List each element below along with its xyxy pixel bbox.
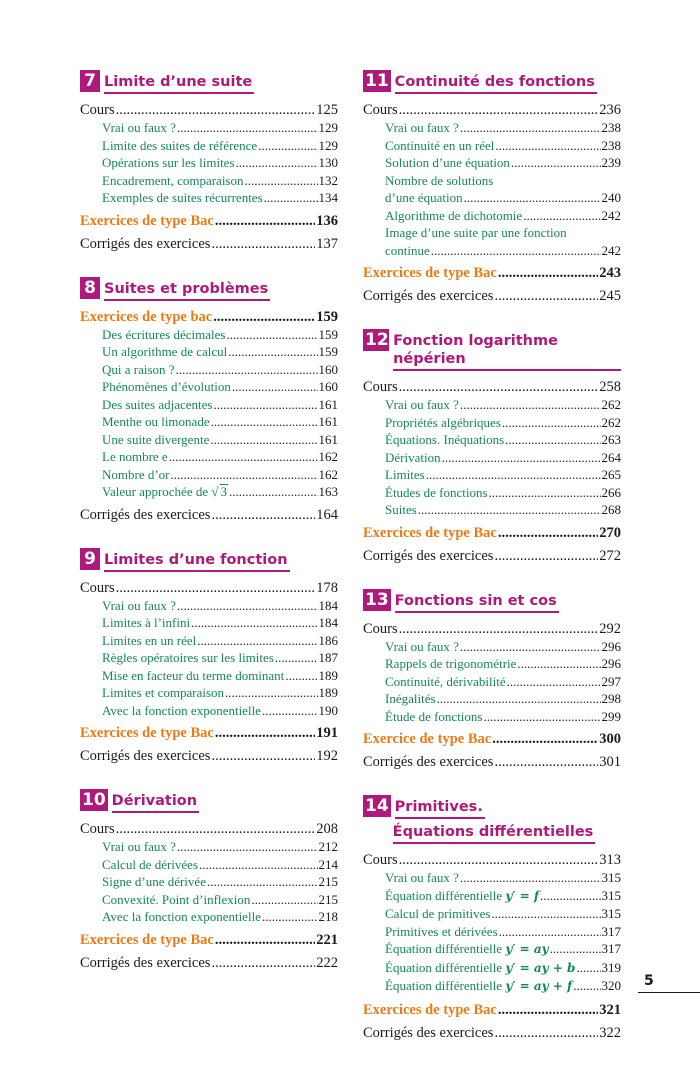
toc-subentry[interactable]: Solution d’une équation ..... 239 [363, 154, 621, 172]
toc-subentry[interactable]: Phénomènes d’évolution ..... 160 [80, 378, 338, 396]
toc-subentry[interactable]: Mise en facteur du terme dominant ..... 189 [80, 667, 338, 685]
chapter-number-badge: 13 [365, 589, 389, 610]
toc-subentry[interactable]: Primitives et dérivées ..... 317 [363, 923, 621, 941]
toc-subentry[interactable]: Vrai ou faux ? ..... 129 [80, 119, 338, 137]
chapter-8 [80, 277, 338, 524]
chapter-title-line1: Primitives. [395, 798, 485, 819]
chapter-title: Fonctions sin et cos [395, 592, 559, 613]
toc-entry-exercises[interactable]: Exercices de type Bac ..... 321 [363, 1002, 621, 1019]
toc-subentry[interactable]: Continuité en un réel ..... 238 [363, 137, 621, 155]
toc-subentry[interactable]: Limite des suites de référence ..... 129 [80, 137, 338, 155]
chapter-number-badge: 12 [365, 330, 389, 350]
chapter-11 [363, 70, 621, 305]
toc-subentry[interactable]: Propriétés algébriques ..... 262 [363, 414, 621, 432]
chapter-7 [80, 70, 338, 253]
toc-entry-exercises[interactable]: Exercices de type Bac ..... 136 [80, 213, 338, 230]
toc-subentry-line1[interactable]: Nombre de solutions [385, 172, 494, 188]
chapter-14 [363, 795, 621, 1042]
toc-entry-cours[interactable]: Cours ..... 236 [363, 102, 621, 119]
toc-subentry-equation[interactable]: Équation différentielle y′ = ay + f ..... 320 [363, 977, 621, 996]
toc-subentry[interactable]: Le nombre e ..... 162 [80, 448, 338, 466]
equation-formula: y′ = ay + b [505, 960, 576, 975]
toc-subentry[interactable]: Règles opératoires sur les limites ..... 187 [80, 649, 338, 667]
toc-subentry[interactable]: Encadrement, comparaison ..... 132 [80, 172, 338, 190]
chapter-title-line2: Équations différentielles [393, 823, 596, 844]
toc-subentry[interactable]: Équations. Inéquations ..... 263 [363, 431, 621, 449]
toc-subentry[interactable]: d’une équation ..... 240 [363, 189, 621, 207]
toc-entry-exercises[interactable]: Exercices de type bac ..... 159 [80, 309, 338, 326]
chapter-heading[interactable] [80, 789, 338, 813]
toc-subentry-sqrt[interactable]: Valeur approchée de √ 3 ..... 163 [80, 483, 338, 501]
toc-subentry[interactable]: Vrai ou faux ? ..... 238 [363, 119, 621, 137]
toc-subentry[interactable]: Dérivation ..... 264 [363, 449, 621, 467]
toc-subentry-equation[interactable]: Équation différentielle y′ = ay + b ..... 319 [363, 959, 621, 978]
toc-subentry[interactable]: Limites en un réel ..... 186 [80, 632, 338, 650]
toc-subentry[interactable]: Inégalités ..... 298 [363, 690, 621, 708]
toc-entry-corrections[interactable]: Corrigés des exercices ..... 301 [363, 754, 621, 771]
toc-subentry-line1[interactable]: Image d’une suite par une fonction [385, 225, 567, 240]
toc-subentry[interactable]: Exemples de suites récurrentes ..... 134 [80, 189, 338, 207]
chapter-heading[interactable] [363, 70, 621, 94]
chapter-10 [80, 789, 338, 972]
toc-entry-exercises[interactable]: Exercices de type Bac ..... 270 [363, 525, 621, 542]
toc-subentry[interactable]: continue ..... 242 [363, 242, 621, 260]
chapter-13 [363, 589, 621, 772]
equation-formula: y′ = ay [505, 942, 549, 956]
toc-entry-corrections[interactable]: Corrigés des exercices ..... 164 [80, 507, 338, 524]
toc-subentry[interactable]: Étude de fonctions ..... 299 [363, 708, 621, 726]
toc-entry-exercises[interactable]: Exercice de type Bac ..... 300 [363, 731, 621, 748]
toc-entry-exercises[interactable]: Exercices de type Bac ..... 243 [363, 265, 621, 282]
chapter-number-badge: 10 [82, 790, 106, 810]
toc-subentry[interactable]: Signe d’une dérivée ..... 215 [80, 873, 338, 891]
chapter-heading[interactable] [80, 277, 338, 301]
toc-entry-corrections[interactable]: Corrigés des exercices ..... 272 [363, 548, 621, 565]
chapter-number-badge: 11 [365, 71, 389, 91]
toc-subentry-equation[interactable]: Équation différentielle y′ = f ..... 315 [363, 887, 621, 906]
toc-entry-cours[interactable]: Cours ..... 292 [363, 621, 621, 638]
toc-entry-cours[interactable]: Cours ..... 208 [80, 821, 338, 838]
toc-entry-cours[interactable]: Cours ..... 258 [363, 379, 621, 396]
toc-entry-corrections[interactable]: Corrigés des exercices ..... 322 [363, 1025, 621, 1042]
toc-entry-cours[interactable]: Cours ..... 313 [363, 852, 621, 869]
chapter-number-badge: 8 [80, 277, 100, 299]
footer-rule [638, 992, 700, 993]
toc-subentry-equation[interactable]: Équation différentielle y′ = ay ..... 317 [363, 940, 621, 959]
toc-subentry[interactable]: Menthe ou limonade ..... 161 [80, 413, 338, 431]
toc-subentry[interactable]: Calcul de primitives ..... 315 [363, 905, 621, 923]
toc-subentry[interactable]: Qui a raison ? ..... 160 [80, 361, 338, 379]
chapter-heading[interactable] [80, 70, 338, 94]
chapter-number-badge: 9 [80, 548, 100, 570]
toc-subentry[interactable]: Vrai ou faux ? ..... 184 [80, 597, 338, 615]
toc-subentry[interactable]: Un algorithme de calcul ..... 159 [80, 343, 338, 361]
toc-entry-exercises[interactable]: Exercices de type Bac ..... 221 [80, 932, 338, 949]
toc-subentry[interactable]: Opérations sur les limites ..... 130 [80, 154, 338, 172]
chapter-title: Suites et problèmes [104, 280, 270, 301]
chapter-title: Fonction logarithme népérien [393, 332, 621, 371]
toc-subentry[interactable]: Vrai ou faux ? ..... 212 [80, 838, 338, 856]
chapter-number-badge: 14 [365, 796, 389, 816]
toc-subentry[interactable]: Rappels de trigonométrie ..... 296 [363, 655, 621, 673]
toc-left-column [80, 70, 338, 996]
toc-subentry[interactable]: Limites et comparaison ..... 189 [80, 684, 338, 702]
toc-subentry[interactable]: Avec la fonction exponentielle ..... 218 [80, 908, 338, 926]
chapter-heading[interactable] [80, 548, 338, 572]
chapter-heading[interactable] [363, 329, 621, 371]
toc-subentry[interactable]: Une suite divergente ..... 161 [80, 431, 338, 449]
toc-entry-corrections[interactable]: Corrigés des exercices ..... 245 [363, 288, 621, 305]
chapter-heading[interactable] [363, 795, 621, 844]
chapter-title: Limite d’une suite [104, 73, 254, 94]
toc-right-column [363, 70, 621, 1066]
toc-subentry[interactable]: Des écritures décimales ..... 159 [80, 326, 338, 344]
toc-subentry[interactable]: Calcul de dérivées ..... 214 [80, 856, 338, 874]
toc-subentry[interactable]: Études de fonctions ..... 266 [363, 484, 621, 502]
toc-subentry[interactable]: Algorithme de dichotomie ..... 242 [363, 207, 621, 225]
toc-entry-cours[interactable]: Cours ..... 178 [80, 580, 338, 597]
toc-entry-corrections[interactable]: Corrigés des exercices ..... 192 [80, 748, 338, 765]
toc-entry-corrections[interactable]: Corrigés des exercices ..... 222 [80, 955, 338, 972]
toc-subentry[interactable]: Continuité, dérivabilité ..... 297 [363, 673, 621, 691]
toc-subentry[interactable]: Suites ..... 268 [363, 501, 621, 519]
toc-entry-exercises[interactable]: Exercices de type Bac ..... 191 [80, 725, 338, 742]
toc-subentry[interactable]: Convexité. Point d’inflexion ..... 215 [80, 891, 338, 909]
toc-subentry[interactable]: Des suites adjacentes ..... 161 [80, 396, 338, 414]
toc-subentry[interactable]: Vrai ou faux ? ..... 262 [363, 396, 621, 414]
chapter-number-badge: 7 [80, 70, 100, 92]
toc-subentry[interactable]: Vrai ou faux ? ..... 315 [363, 869, 621, 887]
chapter-title: Limites d’une fonction [104, 551, 290, 572]
chapter-title: Continuité des fonctions [395, 73, 597, 94]
toc-entry-cours[interactable]: Cours ..... 125 [80, 102, 338, 119]
chapter-12 [363, 329, 621, 565]
equation-formula: y′ = f [505, 888, 540, 903]
toc-subentry[interactable]: Limites ..... 265 [363, 466, 621, 484]
toc-entry-corrections[interactable]: Corrigés des exercices ..... 137 [80, 236, 338, 253]
toc-subentry[interactable]: Nombre d’or ..... 162 [80, 466, 338, 484]
sqrt-radicand: 3 [220, 484, 227, 499]
toc-subentry[interactable]: Vrai ou faux ? ..... 296 [363, 638, 621, 656]
chapter-9 [80, 548, 338, 766]
page-number: 5 [644, 973, 654, 989]
chapter-heading[interactable] [363, 589, 621, 613]
toc-subentry[interactable]: Limites à l’infini ..... 184 [80, 614, 338, 632]
chapter-title: Dérivation [112, 792, 199, 813]
equation-formula: y′ = ay + f [505, 979, 573, 993]
toc-subentry[interactable]: Avec la fonction exponentielle ..... 190 [80, 702, 338, 720]
